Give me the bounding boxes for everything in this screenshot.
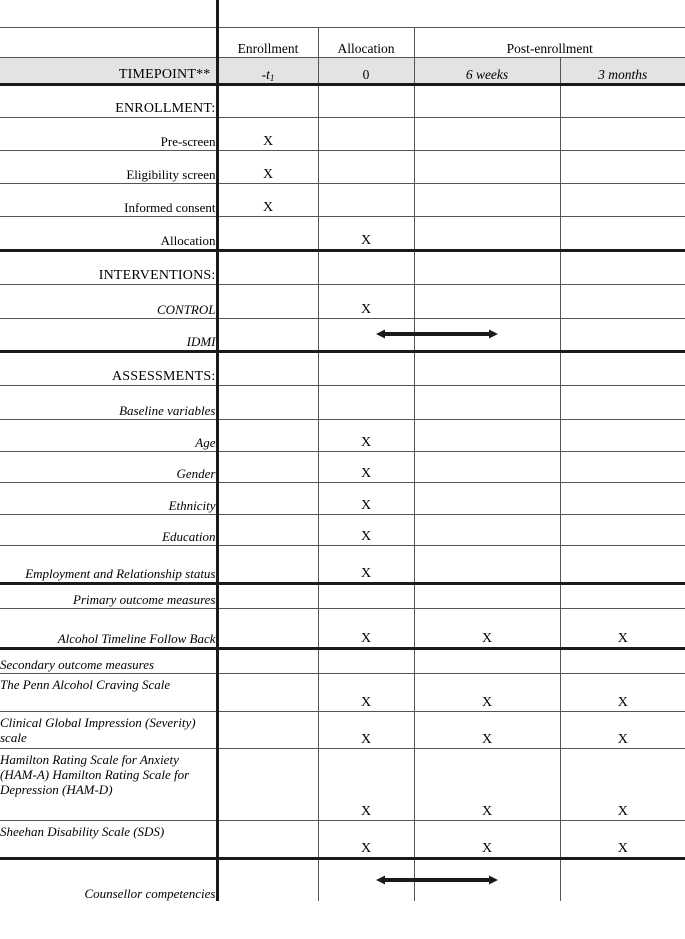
mark-idmi-6weeks [414,318,560,351]
row-label-education: Education [0,514,217,545]
row-label-eligibility-screen: Eligibility screen [0,150,217,183]
timepoint-subscript: 1 [269,72,275,83]
mark-idmi-enrollment [217,318,318,351]
row-label-clinical-global-impression: Clinical Global Impression (Severity) scale [0,711,217,748]
table-row [0,583,685,608]
row-label-ethnicity: Ethnicity [0,482,217,514]
row-label-informed-consent: Informed consent [0,183,217,216]
timepoint-enrollment [217,57,318,84]
table-row [0,608,685,648]
cell-interventions-heading-wk6 [414,250,560,284]
row-label-age: Age [0,419,217,451]
idmi-duration-arrow-cell [318,318,414,351]
section-heading-interventions: INTERVENTIONS: [0,250,217,284]
mark-age-6weeks [414,419,560,451]
header-group-blank [0,27,217,57]
mark-ethnicity-enrollment [217,482,318,514]
mark-allocation-enrollment [217,216,318,250]
mark-tlfb-allocation: X [318,608,414,648]
mark-primary-heading-6weeks [414,583,560,608]
mark-pre-screen-enrollment: X [217,117,318,150]
row-label-sheehan-disability-scale: Sheehan Disability Scale (SDS) [0,820,217,858]
mark-eligibility-screen-6weeks [414,150,560,183]
mark-sds-enrollment [217,820,318,858]
table-row [0,711,685,748]
mark-tlfb-6weeks: X [414,608,560,648]
table-row [0,117,685,150]
mark-eligibility-screen-enrollment: X [217,150,318,183]
mark-gender-6weeks [414,451,560,482]
cell-assessments-heading-enrol [217,351,318,385]
row-label-counsellor-competencies: Counsellor competencies [0,858,217,901]
cell-assessments-heading-wk6 [414,351,560,385]
row-label-idmi: IDMI [0,318,217,351]
mark-control-allocation: X [318,284,414,318]
mark-counsellor-enrollment [217,858,318,901]
mark-ham-6weeks: X [414,748,560,820]
table-corner-row [0,0,685,27]
mark-ham-enrollment [217,748,318,820]
section-heading-enrollment: ENROLLMENT: [0,84,217,117]
row-label-alcohol-timeline-follow-back: Alcohol Timeline Follow Back [0,608,217,648]
mark-pacs-3months: X [560,673,685,711]
mark-counsellor-3months [560,858,685,901]
row-label-employment-relationship-status: Employment and Relationship status [0,545,217,583]
table-row [0,284,685,318]
mark-tlfb-3months: X [560,608,685,648]
mark-secondary-heading-allocation [318,648,414,673]
mark-gender-3months [560,451,685,482]
cell-interventions-heading-mo3 [560,250,685,284]
mark-gender-allocation: X [318,451,414,482]
mark-sds-allocation: X [318,820,414,858]
corner-filler-allocation [318,0,414,27]
row-label-allocation: Allocation [0,216,217,250]
mark-secondary-heading-6weeks [414,648,560,673]
corner-filler-6weeks [414,0,560,27]
mark-education-6weeks [414,514,560,545]
mark-pacs-enrollment [217,673,318,711]
header-enrollment: Enrollment [217,27,318,57]
mark-pre-screen-allocation [318,117,414,150]
mark-informed-consent-enrollment: X [217,183,318,216]
mark-primary-heading-3months [560,583,685,608]
mark-primary-heading-enrollment [217,583,318,608]
mark-employment-enrollment [217,545,318,583]
row-label-control: CONTROL [0,284,217,318]
mark-age-3months [560,419,685,451]
timepoint-enrollment-text: -t [261,66,270,82]
table-row [0,514,685,545]
mark-pre-screen-6weeks [414,117,560,150]
section-heading-row-assessments [0,351,685,385]
header-group-row [0,27,685,57]
cell-enrollment-heading-enrol [217,84,318,117]
mark-pacs-allocation: X [318,673,414,711]
table-row [0,216,685,250]
table-row [0,419,685,451]
mark-cgi-allocation: X [318,711,414,748]
header-post-enrollment: Post-enrollment [414,27,685,57]
table-row [0,820,685,858]
mark-counsellor-6weeks [414,858,560,901]
corner-filler-enrollment [217,0,318,27]
mark-control-3months [560,284,685,318]
header-allocation: Allocation [318,27,414,57]
table-row [0,318,685,351]
row-label-hamilton-rating-scales: Hamilton Rating Scale for Anxiety (HAM-A) Hamilton Rating Scale for Depression (HAM-D) [0,748,217,820]
mark-education-3months [560,514,685,545]
table-row [0,385,685,419]
mark-sds-6weeks: X [414,820,560,858]
counsellor-competencies-arrow-cell [318,858,414,901]
mark-primary-heading-allocation [318,583,414,608]
section-heading-assessments: ASSESSMENTS: [0,351,217,385]
mark-allocation-6weeks [414,216,560,250]
cell-enrollment-heading-mo3 [560,84,685,117]
mark-control-enrollment [217,284,318,318]
table-row [0,482,685,514]
mark-control-6weeks [414,284,560,318]
table-row [0,150,685,183]
section-heading-row-enrollment [0,84,685,117]
table-row [0,648,685,673]
mark-secondary-heading-enrollment [217,648,318,673]
mark-informed-consent-6weeks [414,183,560,216]
mark-age-enrollment [217,419,318,451]
mark-allocation-3months [560,216,685,250]
timepoint-allocation: 0 [318,57,414,84]
mark-eligibility-screen-3months [560,150,685,183]
mark-baseline-variables-6weeks [414,385,560,419]
row-label-secondary-outcome-measures: Secondary outcome measures [0,648,217,673]
mark-eligibility-screen-allocation [318,150,414,183]
mark-allocation-allocation: X [318,216,414,250]
mark-ethnicity-3months [560,482,685,514]
mark-cgi-6weeks: X [414,711,560,748]
table-row [0,451,685,482]
corner-filler-3months [560,0,685,27]
timepoint-6weeks: 6 weeks [414,57,560,84]
mark-idmi-3months [560,318,685,351]
cell-assessments-heading-alloc [318,351,414,385]
timepoint-row [0,57,685,84]
cell-interventions-heading-enrol [217,250,318,284]
table-row [0,858,685,901]
timepoint-3months: 3 months [560,57,685,84]
mark-baseline-variables-3months [560,385,685,419]
mark-cgi-3months: X [560,711,685,748]
table-row [0,673,685,711]
mark-ethnicity-allocation: X [318,482,414,514]
timepoint-label: TIMEPOINT** [0,57,217,84]
mark-ham-allocation: X [318,748,414,820]
cell-assessments-heading-mo3 [560,351,685,385]
cell-interventions-heading-alloc [318,250,414,284]
cell-enrollment-heading-alloc [318,84,414,117]
row-label-penn-alcohol-craving-scale: The Penn Alcohol Craving Scale [0,673,217,711]
mark-baseline-variables-allocation [318,385,414,419]
mark-pre-screen-3months [560,117,685,150]
row-label-gender: Gender [0,451,217,482]
mark-age-allocation: X [318,419,414,451]
mark-cgi-enrollment [217,711,318,748]
mark-employment-6weeks [414,545,560,583]
mark-ham-3months: X [560,748,685,820]
table-row [0,545,685,583]
mark-employment-allocation: X [318,545,414,583]
mark-tlfb-enrollment [217,608,318,648]
corner-cell [0,0,217,27]
table-row [0,183,685,216]
mark-employment-3months [560,545,685,583]
mark-pacs-6weeks: X [414,673,560,711]
section-heading-row-interventions [0,250,685,284]
row-label-pre-screen: Pre-screen [0,117,217,150]
mark-baseline-variables-enrollment [217,385,318,419]
mark-education-enrollment [217,514,318,545]
mark-education-allocation: X [318,514,414,545]
mark-informed-consent-3months [560,183,685,216]
mark-gender-enrollment [217,451,318,482]
row-label-primary-outcome-measures: Primary outcome measures [0,583,217,608]
row-label-baseline-variables: Baseline variables [0,385,217,419]
mark-informed-consent-allocation [318,183,414,216]
cell-enrollment-heading-wk6 [414,84,560,117]
mark-secondary-heading-3months [560,648,685,673]
mark-sds-3months: X [560,820,685,858]
mark-ethnicity-6weeks [414,482,560,514]
table-row [0,748,685,820]
